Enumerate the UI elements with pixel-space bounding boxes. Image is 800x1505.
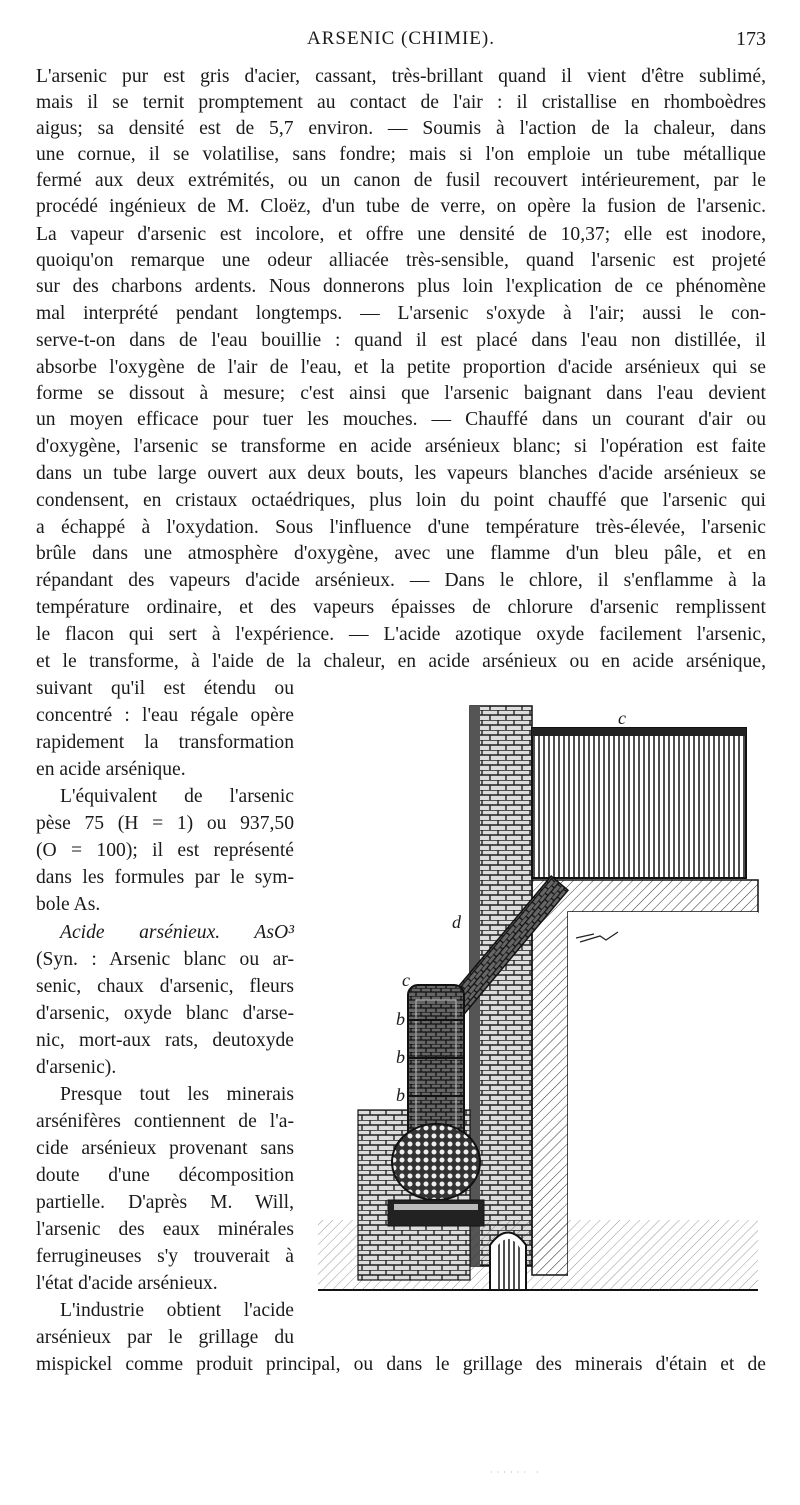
text-line: a échappé à l'oxydation. Sous l'influence d'une température très-élevée, l'arsenic — [36, 517, 766, 538]
text-line: aigus; sa densité est de 5,7 environ. — Soumis à l'action de la chaleur, dans — [36, 118, 766, 139]
text-line: absorbe l'oxygène de l'air de l'eau, et la petite proportion d'acide arsénieux qui se — [36, 357, 766, 378]
text-line: fermé aux deux extrémités, ou un canon de fusil recouvert intérieurement, par le — [36, 170, 766, 191]
text-line: mais il se ternit promptement au contact de l'air : il cristallise en rhomboèdres — [36, 92, 766, 113]
text-line: (Syn. : Arsenic blanc ou ar- — [36, 949, 294, 970]
text-line: procédé ingénieux de M. Cloëz, d'un tube de verre, on opère la fusion de l'arsenic. — [36, 196, 766, 217]
text-line: température ordinaire, et des vapeurs épaisses de chlorure d'arsenic remplissent — [36, 597, 766, 618]
furnace-illustration — [318, 700, 768, 1320]
text-line: doute d'une décomposition — [36, 1165, 294, 1186]
text-line: arsénieux par le grillage du — [36, 1327, 294, 1348]
text-line: suivant qu'il est étendu ou — [36, 678, 294, 699]
page-number: 173 — [736, 28, 766, 50]
text-line: L'arsenic pur est gris d'acier, cassant, très-brillant quand il vient d'être sublimé, — [36, 66, 766, 87]
text-line: L'équivalent de l'arsenic — [60, 786, 294, 807]
text-line: concentré : l'eau régale opère — [36, 705, 294, 726]
text-line: Presque tout les minerais — [60, 1084, 294, 1105]
text-line: l'état d'acide arsénieux. — [36, 1273, 218, 1294]
text-line: cide arsénieux provenant sans — [36, 1138, 294, 1159]
page-header — [36, 28, 766, 58]
text-line: serve-t-on dans de l'eau bouillie : quand il est placé dans l'eau non distillée, il — [36, 330, 766, 351]
label-d: d — [452, 912, 461, 932]
text-line: mispickel comme produit principal, ou dans le grillage des minerais d'étain et de — [36, 1354, 766, 1375]
text-line: ferrugineuses s'y trouverait à — [36, 1246, 294, 1267]
text-line: forme se dissout à mesure; c'est ainsi que l'arsenic baignant dans l'eau devient — [36, 383, 766, 404]
text-line: brûle dans une atmosphère d'oxygène, avec une flamme d'un bleu pâle, et en — [36, 543, 766, 564]
label-b3: b — [396, 1085, 405, 1105]
text-line: bole As. — [36, 894, 101, 915]
text-line: en acide arsénique. — [36, 759, 186, 780]
text-line: mal interprété pendant longtemps. — L'arsenic s'oxyde à l'air; aussi le con- — [36, 303, 766, 324]
text-line: arsénifères contiennent de l'a- — [36, 1111, 294, 1132]
footer-mark: · · · · · · · — [490, 1468, 540, 1477]
label-c-left: c — [402, 970, 410, 990]
text-line: le flacon qui sert à l'expérience. — L'acide azotique oxyde facilement l'arsenic, — [36, 624, 766, 645]
condensation-chamber — [532, 728, 746, 878]
text-line: (O = 100); il est représenté — [36, 840, 294, 861]
label-c-top: c — [618, 708, 626, 728]
text-line: pèse 75 (H = 1) ou 937,50 — [36, 813, 294, 834]
text-line: et le transforme, à l'aide de la chaleur, en acide arsénieux ou en acide arsénique, — [36, 651, 766, 672]
running-title: ARSENIC (CHIMIE). — [307, 28, 495, 49]
text-line: une cornue, il se volatilise, sans fondre; mais si l'on emploie un tube métallique — [36, 144, 766, 165]
text-line: quoiqu'on remarque une odeur alliacée très-sensible, quand l'arsenic est projeté — [36, 250, 766, 271]
text-line: nic, mort-aux rats, deutoxyde — [36, 1030, 294, 1051]
text-line: L'industrie obtient l'acide — [60, 1300, 294, 1321]
text-line: rapidement la transformation — [36, 732, 294, 753]
text-line: dans un tube large ouvert aux deux bouts, les vapeurs blanches d'acide arsénieux se — [36, 463, 766, 484]
text-line: l'arsenic des eaux minérales — [36, 1219, 294, 1240]
text-line: un moyen efficace pour tuer les mouches. — Chauffé dans un courant d'air ou — [36, 409, 766, 430]
text-line: d'arsenic, oxyde blanc d'arse- — [36, 1003, 294, 1024]
section-heading: Acide arsénieux. AsO³ — [60, 922, 294, 943]
label-b1: b — [396, 1009, 405, 1029]
text-line: sur des charbons ardents. Nous donnerons plus loin l'explication de ce phénomène — [36, 276, 766, 297]
text-line: répandant des vapeurs d'acide arsénieux. — Dans le chlore, il s'enflamme à la — [36, 570, 766, 591]
text-line: condensent, en cristaux octaédriques, plus loin du point chauffé que l'arsenic qui — [36, 490, 766, 511]
label-b2: b — [396, 1047, 405, 1067]
text-line: d'arsenic). — [36, 1057, 117, 1078]
text-line: La vapeur d'arsenic est incolore, et offre une densité de 10,37; elle est inodore, — [36, 224, 766, 245]
text-line: d'oxygène, l'arsenic se transforme en acide arsénieux blanc; si l'opération est faite — [36, 436, 766, 457]
furnace-bulb — [392, 1124, 480, 1200]
firebox — [388, 1200, 484, 1226]
text-line: senic, chaux d'arsenic, fleurs — [36, 976, 294, 997]
text-line: dans les formules par le sym- — [36, 867, 294, 888]
text-line: partielle. D'après M. Will, — [36, 1192, 294, 1213]
